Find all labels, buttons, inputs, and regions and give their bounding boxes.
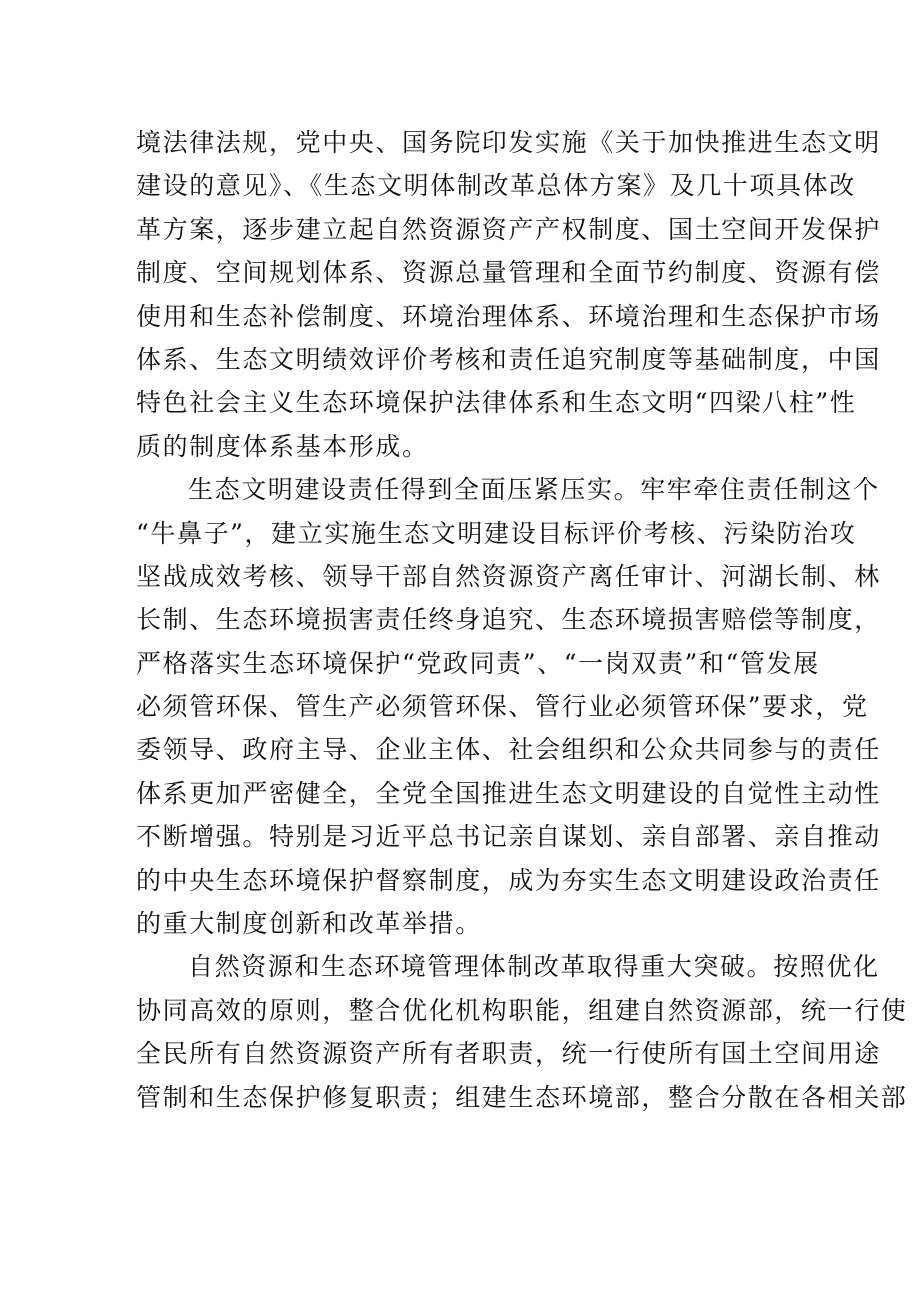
text-line: “牛鼻子”，建立实施生态文明建设目标评价考核、污染防治攻 <box>136 518 857 548</box>
text-line: 建设的意见》、《生态文明体制改革总体方案》及几十项具体改 <box>136 171 856 201</box>
text-line: 质的制度体系基本形成。 <box>136 431 429 461</box>
text-line: 委领导、政府主导、企业主体、社会组织和公众共同参与的责任 <box>136 735 881 765</box>
text-line: 协同高效的原则，整合优化机构职能，组建自然资源部，统一行使 <box>136 995 908 1025</box>
document-body <box>136 121 908 1119</box>
text-line: 自然资源和生态环境管理体制改革取得重大突破。按照优化 <box>188 952 880 982</box>
text-line: 特色社会主义生态环境保护法律体系和生态文明“四梁八柱”性 <box>136 388 857 418</box>
text-line: 坚战成效考核、领导干部自然资源资产离任审计、河湖长制、林 <box>136 561 881 591</box>
text-line: 使用和生态补偿制度、环境治理体系、环境治理和生态保护市场 <box>136 301 881 331</box>
text-line: 不断增强。特别是习近平总书记亲自谋划、亲自部署、亲自推动 <box>136 822 881 852</box>
paragraph <box>136 121 881 468</box>
text-line: 体系更加严密健全，全党全国推进生态文明建设的自觉性主动性 <box>136 778 881 808</box>
paragraph <box>136 945 908 1119</box>
text-line: 管制和生态保护修复职责；组建生态环境部，整合分散在各相关部 <box>136 1082 908 1112</box>
text-line: 全民所有自然资源资产所有者职责，统一行使所有国土空间用途 <box>136 1039 881 1069</box>
text-line: 体系、生态文明绩效评价考核和责任追究制度等基础制度，中国 <box>136 344 881 374</box>
text-line: 制度、空间规划体系、资源总量管理和全面节约制度、资源有偿 <box>136 258 881 288</box>
text-line: 境法律法规，党中央、国务院印发实施《关于加快推进生态文明 <box>136 128 881 157</box>
paragraph <box>136 468 881 945</box>
text-line: 生态文明建设责任得到全面压紧压实。牢牢牵住责任制这个 <box>188 475 880 505</box>
text-line: 必须管环保、管生产必须管环保、管行业必须管环保”要求，党 <box>136 692 869 722</box>
text-line: 革方案，逐步建立起自然资源资产产权制度、国土空间开发保护 <box>136 214 881 244</box>
text-line: 的中央生态环境保护督察制度，成为夯实生态文明建设政治责任 <box>136 865 881 895</box>
text-line: 长制、生态环境损害责任终身追究、生态环境损害赔偿等制度， <box>136 605 881 635</box>
text-line: 的重大制度创新和改革举措。 <box>136 909 482 939</box>
text-line: 严格落实生态环境保护“党政同责”、“一岗双责”和“管发展 <box>136 648 820 678</box>
